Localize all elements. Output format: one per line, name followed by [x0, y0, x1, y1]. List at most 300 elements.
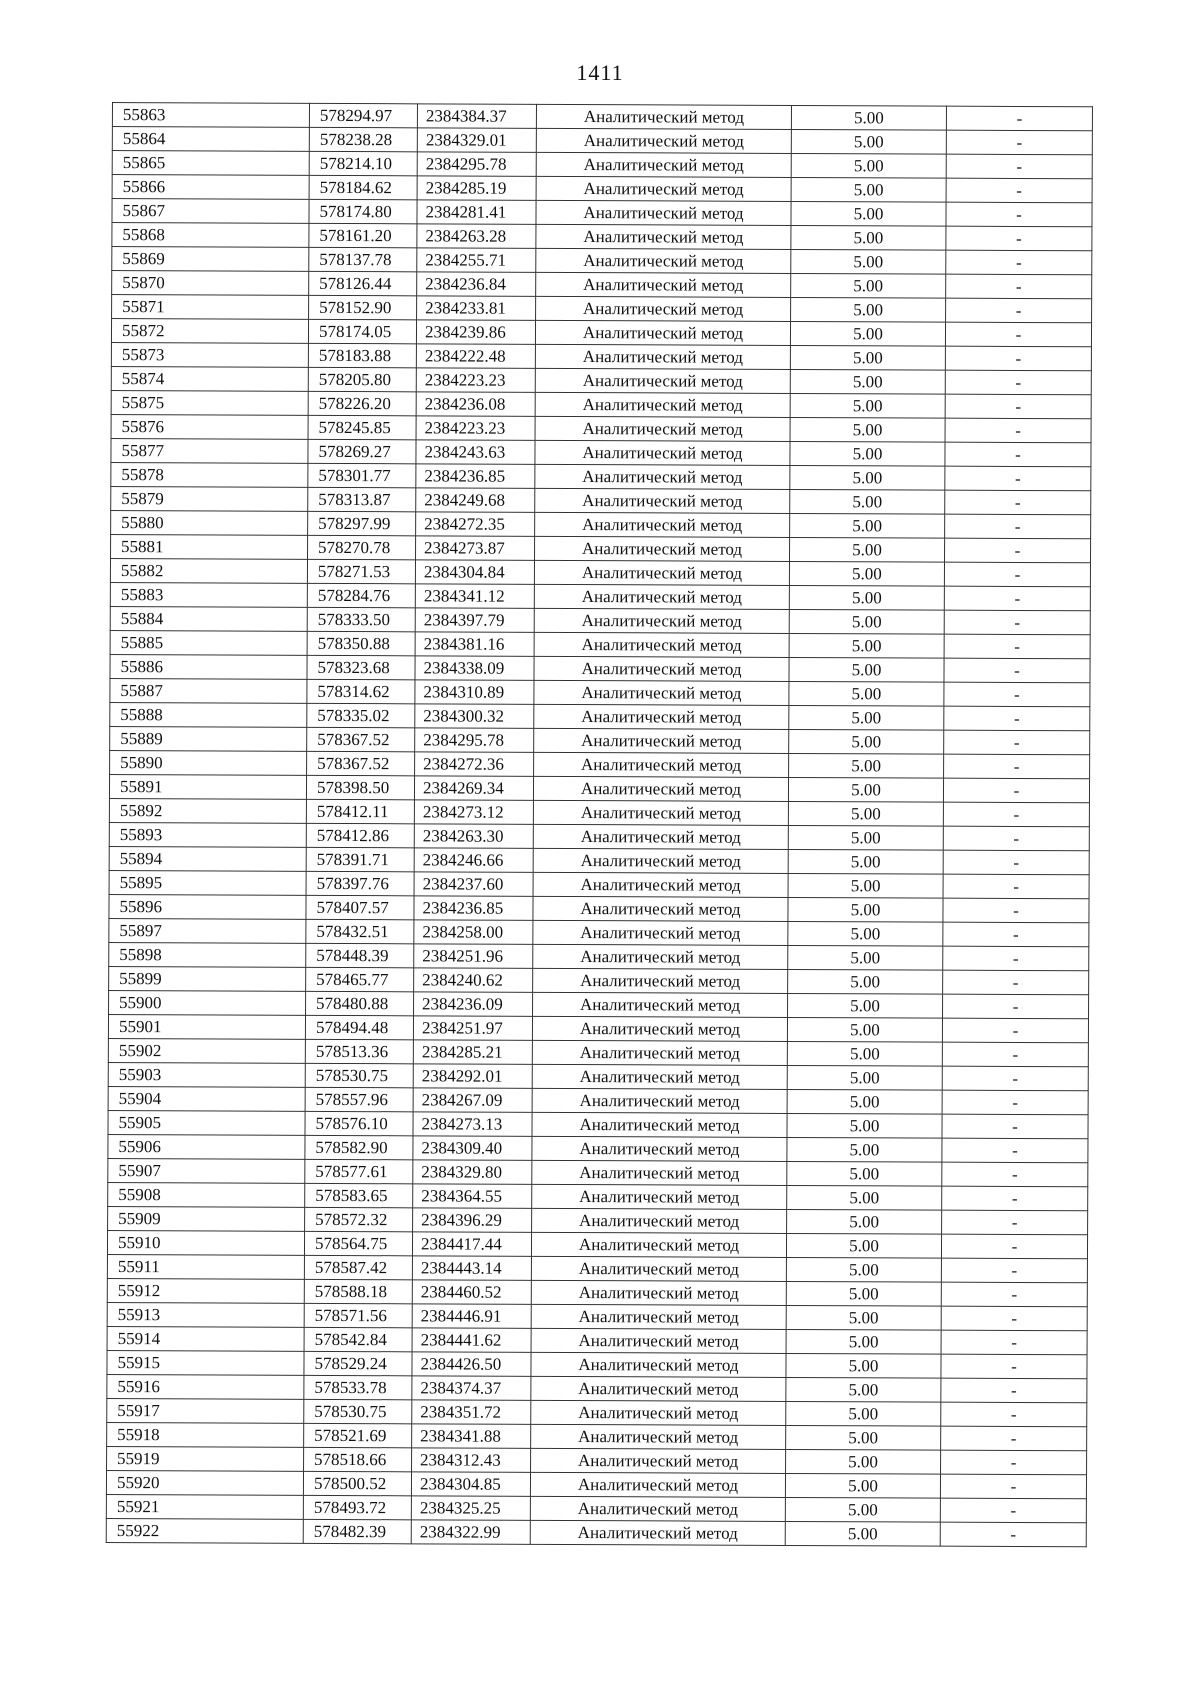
point-number-cell: 55918	[107, 1422, 304, 1447]
error-cell: 5.00	[791, 201, 946, 226]
point-number-cell: 55910	[107, 1230, 304, 1255]
y-coordinate-cell: 2384222.48	[416, 344, 535, 369]
x-coordinate-cell: 578238.28	[309, 127, 417, 151]
note-cell: -	[944, 586, 1090, 611]
x-coordinate-cell: 578407.57	[306, 895, 414, 919]
method-cell: Аналитический метод	[533, 896, 788, 921]
note-cell: -	[946, 226, 1092, 251]
y-coordinate-cell: 2384304.84	[415, 560, 534, 585]
point-number-cell: 55895	[109, 870, 306, 895]
note-cell: -	[941, 1258, 1087, 1283]
x-coordinate-cell: 578398.50	[306, 775, 414, 799]
y-coordinate-cell: 2384243.63	[416, 440, 535, 465]
point-number-cell: 55892	[109, 798, 306, 823]
method-cell: Аналитический метод	[536, 176, 791, 201]
note-cell: -	[941, 1378, 1087, 1403]
x-coordinate-cell: 578152.90	[309, 295, 417, 319]
error-cell: 5.00	[785, 1473, 940, 1498]
point-number-cell: 55875	[111, 390, 308, 415]
y-coordinate-cell: 2384281.41	[417, 200, 536, 225]
y-coordinate-cell: 2384258.00	[414, 920, 533, 945]
x-coordinate-cell: 578174.05	[308, 319, 416, 343]
note-cell: -	[943, 970, 1089, 995]
error-cell: 5.00	[791, 129, 946, 154]
point-number-cell: 55897	[109, 918, 306, 943]
coordinates-table	[106, 102, 1093, 1547]
point-number-cell: 55884	[110, 606, 307, 631]
error-cell: 5.00	[791, 153, 946, 178]
error-cell: 5.00	[788, 801, 943, 826]
error-cell: 5.00	[787, 1065, 942, 1090]
y-coordinate-cell: 2384441.62	[412, 1328, 531, 1353]
y-coordinate-cell: 2384263.30	[414, 824, 533, 849]
error-cell: 5.00	[789, 729, 944, 754]
y-coordinate-cell: 2384443.14	[412, 1256, 531, 1281]
y-coordinate-cell: 2384460.52	[412, 1280, 531, 1305]
error-cell: 5.00	[785, 1497, 940, 1522]
error-cell: 5.00	[788, 945, 943, 970]
method-cell: Аналитический метод	[532, 1064, 787, 1089]
point-number-cell: 55871	[112, 295, 309, 320]
point-number-cell: 55868	[112, 223, 309, 248]
note-cell: -	[942, 1138, 1088, 1163]
method-cell: Аналитический метод	[531, 1256, 786, 1281]
x-coordinate-cell: 578588.18	[304, 1279, 412, 1303]
y-coordinate-cell: 2384325.25	[411, 1496, 530, 1521]
method-cell: Аналитический метод	[535, 512, 790, 537]
method-cell: Аналитический метод	[534, 560, 789, 585]
y-coordinate-cell: 2384329.80	[413, 1160, 532, 1185]
y-coordinate-cell: 2384446.91	[412, 1304, 531, 1329]
error-cell: 5.00	[787, 1137, 942, 1162]
error-cell: 5.00	[788, 993, 943, 1018]
method-cell: Аналитический метод	[533, 800, 788, 825]
note-cell: -	[945, 394, 1091, 419]
x-coordinate-cell: 578333.50	[307, 607, 415, 631]
y-coordinate-cell: 2384309.40	[413, 1136, 532, 1161]
method-cell: Аналитический метод	[533, 848, 788, 873]
method-cell: Аналитический метод	[533, 824, 788, 849]
method-cell: Аналитический метод	[535, 344, 790, 369]
note-cell: -	[945, 466, 1091, 491]
x-coordinate-cell: 578557.96	[305, 1087, 413, 1111]
error-cell: 5.00	[791, 297, 946, 322]
y-coordinate-cell: 2384351.72	[412, 1400, 531, 1425]
x-coordinate-cell: 578391.71	[306, 847, 414, 871]
y-coordinate-cell: 2384292.01	[413, 1064, 532, 1089]
y-coordinate-cell: 2384236.08	[416, 392, 535, 417]
note-cell: -	[944, 610, 1090, 635]
note-cell: -	[944, 754, 1090, 779]
y-coordinate-cell: 2384310.89	[415, 680, 534, 705]
note-cell: -	[943, 946, 1089, 971]
error-cell: 5.00	[786, 1329, 941, 1354]
y-coordinate-cell: 2384285.21	[413, 1040, 532, 1065]
x-coordinate-cell: 578465.77	[306, 967, 414, 991]
x-coordinate-cell: 578174.80	[309, 199, 417, 223]
x-coordinate-cell: 578482.39	[303, 1519, 411, 1543]
point-number-cell: 55864	[112, 127, 309, 152]
note-cell: -	[941, 1354, 1087, 1379]
error-cell: 5.00	[790, 417, 945, 442]
y-coordinate-cell: 2384273.87	[416, 536, 535, 561]
error-cell: 5.00	[791, 225, 946, 250]
error-cell: 5.00	[786, 1233, 941, 1258]
method-cell: Аналитический метод	[533, 872, 788, 897]
x-coordinate-cell: 578571.56	[304, 1303, 412, 1327]
point-number-cell: 55907	[108, 1158, 305, 1183]
y-coordinate-cell: 2384236.85	[416, 464, 535, 489]
point-number-cell: 55905	[108, 1110, 305, 1135]
note-cell: -	[944, 682, 1090, 707]
note-cell: -	[942, 1186, 1088, 1211]
error-cell: 5.00	[789, 609, 944, 634]
y-coordinate-cell: 2384329.01	[417, 128, 536, 153]
note-cell: -	[945, 514, 1091, 539]
note-cell: -	[943, 898, 1089, 923]
x-coordinate-cell: 578500.52	[303, 1471, 411, 1495]
y-coordinate-cell: 2384251.96	[414, 944, 533, 969]
error-cell: 5.00	[787, 1113, 942, 1138]
point-number-cell: 55919	[107, 1446, 304, 1471]
note-cell: -	[944, 562, 1090, 587]
x-coordinate-cell: 578183.88	[308, 343, 416, 367]
note-cell: -	[946, 106, 1092, 131]
error-cell: 5.00	[790, 465, 945, 490]
point-number-cell: 55886	[110, 654, 307, 679]
method-cell: Аналитический метод	[536, 248, 791, 273]
point-number-cell: 55889	[110, 726, 307, 751]
error-cell: 5.00	[785, 1521, 940, 1546]
note-cell: -	[943, 874, 1089, 899]
method-cell: Аналитический метод	[535, 416, 790, 441]
method-cell: Аналитический метод	[531, 1328, 786, 1353]
error-cell: 5.00	[787, 1089, 942, 1114]
error-cell: 5.00	[786, 1281, 941, 1306]
method-cell: Аналитический метод	[535, 440, 790, 465]
note-cell: -	[946, 154, 1092, 179]
error-cell: 5.00	[789, 585, 944, 610]
y-coordinate-cell: 2384233.81	[417, 296, 536, 321]
note-cell: -	[945, 442, 1091, 467]
point-number-cell: 55922	[106, 1518, 303, 1543]
x-coordinate-cell: 578313.87	[308, 487, 416, 511]
y-coordinate-cell: 2384223.23	[416, 368, 535, 393]
y-coordinate-cell: 2384273.13	[413, 1112, 532, 1137]
x-coordinate-cell: 578226.20	[308, 391, 416, 415]
y-coordinate-cell: 2384240.62	[414, 968, 533, 993]
point-number-cell: 55914	[107, 1326, 304, 1351]
note-cell: -	[942, 1210, 1088, 1235]
error-cell: 5.00	[787, 1161, 942, 1186]
note-cell: -	[941, 1330, 1087, 1355]
y-coordinate-cell: 2384364.55	[413, 1184, 532, 1209]
x-coordinate-cell: 578137.78	[309, 247, 417, 271]
error-cell: 5.00	[788, 825, 943, 850]
error-cell: 5.00	[789, 681, 944, 706]
point-number-cell: 55898	[109, 942, 306, 967]
x-coordinate-cell: 578350.88	[307, 631, 415, 655]
point-number-cell: 55894	[109, 846, 306, 871]
x-coordinate-cell: 578521.69	[304, 1423, 412, 1447]
y-coordinate-cell: 2384263.28	[417, 224, 536, 249]
method-cell: Аналитический метод	[530, 1496, 785, 1521]
coordinates-table-body	[106, 103, 1092, 1547]
y-coordinate-cell: 2384239.86	[416, 320, 535, 345]
method-cell: Аналитический метод	[532, 1040, 787, 1065]
note-cell: -	[941, 1402, 1087, 1427]
error-cell: 5.00	[788, 897, 943, 922]
point-number-cell: 55913	[107, 1302, 304, 1327]
error-cell: 5.00	[787, 1041, 942, 1066]
point-number-cell: 55869	[112, 247, 309, 272]
error-cell: 5.00	[791, 105, 946, 130]
x-coordinate-cell: 578297.99	[308, 511, 416, 535]
x-coordinate-cell: 578214.10	[309, 151, 417, 175]
x-coordinate-cell: 578480.88	[306, 991, 414, 1015]
method-cell: Аналитический метод	[534, 680, 789, 705]
error-cell: 5.00	[790, 489, 945, 514]
point-number-cell: 55896	[109, 894, 306, 919]
method-cell: Аналитический метод	[535, 392, 790, 417]
method-cell: Аналитический метод	[531, 1376, 786, 1401]
error-cell: 5.00	[790, 369, 945, 394]
method-cell: Аналитический метод	[534, 584, 789, 609]
error-cell: 5.00	[789, 657, 944, 682]
note-cell: -	[941, 1234, 1087, 1259]
x-coordinate-cell: 578542.84	[304, 1327, 412, 1351]
method-cell: Аналитический метод	[534, 656, 789, 681]
x-coordinate-cell: 578582.90	[305, 1135, 413, 1159]
note-cell: -	[940, 1498, 1086, 1523]
error-cell: 5.00	[789, 753, 944, 778]
point-number-cell: 55885	[110, 630, 307, 655]
point-number-cell: 55881	[111, 534, 308, 559]
y-coordinate-cell: 2384396.29	[413, 1208, 532, 1233]
note-cell: -	[942, 1066, 1088, 1091]
x-coordinate-cell: 578572.32	[305, 1207, 413, 1231]
x-coordinate-cell: 578367.52	[307, 727, 415, 751]
method-cell: Аналитический метод	[531, 1304, 786, 1329]
method-cell: Аналитический метод	[531, 1448, 786, 1473]
x-coordinate-cell: 578530.75	[305, 1063, 413, 1087]
error-cell: 5.00	[790, 441, 945, 466]
x-coordinate-cell: 578533.78	[304, 1375, 412, 1399]
point-number-cell: 55870	[112, 271, 309, 296]
note-cell: -	[946, 298, 1092, 323]
x-coordinate-cell: 578412.11	[306, 799, 414, 823]
method-cell: Аналитический метод	[535, 320, 790, 345]
point-number-cell: 55891	[109, 774, 306, 799]
point-number-cell: 55880	[111, 510, 308, 535]
y-coordinate-cell: 2384426.50	[412, 1352, 531, 1377]
method-cell: Аналитический метод	[534, 632, 789, 657]
y-coordinate-cell: 2384341.12	[415, 584, 534, 609]
y-coordinate-cell: 2384322.99	[411, 1520, 530, 1545]
point-number-cell: 55899	[109, 966, 306, 991]
method-cell: Аналитический метод	[533, 920, 788, 945]
x-coordinate-cell: 578367.52	[307, 751, 415, 775]
note-cell: -	[942, 1162, 1088, 1187]
x-coordinate-cell: 578184.62	[309, 175, 417, 199]
table-row	[106, 1518, 1086, 1546]
y-coordinate-cell: 2384384.37	[417, 104, 536, 129]
method-cell: Аналитический метод	[533, 776, 788, 801]
note-cell: -	[941, 1306, 1087, 1331]
point-number-cell: 55877	[111, 438, 308, 463]
point-number-cell: 55909	[108, 1206, 305, 1231]
method-cell: Аналитический метод	[531, 1280, 786, 1305]
x-coordinate-cell: 578271.53	[307, 559, 415, 583]
x-coordinate-cell: 578126.44	[309, 271, 417, 295]
error-cell: 5.00	[788, 969, 943, 994]
x-coordinate-cell: 578301.77	[308, 463, 416, 487]
y-coordinate-cell: 2384236.85	[414, 896, 533, 921]
point-number-cell: 55901	[108, 1014, 305, 1039]
y-coordinate-cell: 2384272.35	[416, 512, 535, 537]
method-cell: Аналитический метод	[530, 1520, 785, 1545]
note-cell: -	[944, 634, 1090, 659]
note-cell: -	[945, 346, 1091, 371]
note-cell: -	[944, 658, 1090, 683]
error-cell: 5.00	[787, 1185, 942, 1210]
note-cell: -	[946, 274, 1092, 299]
error-cell: 5.00	[790, 537, 945, 562]
method-cell: Аналитический метод	[533, 992, 788, 1017]
y-coordinate-cell: 2384236.09	[414, 992, 533, 1017]
note-cell: -	[942, 1042, 1088, 1067]
y-coordinate-cell: 2384397.79	[415, 608, 534, 633]
error-cell: 5.00	[788, 849, 943, 874]
x-coordinate-cell: 578323.68	[307, 655, 415, 679]
y-coordinate-cell: 2384295.78	[415, 728, 534, 753]
method-cell: Аналитический метод	[532, 1016, 787, 1041]
point-number-cell: 55902	[108, 1038, 305, 1063]
method-cell: Аналитический метод	[535, 488, 790, 513]
error-cell: 5.00	[786, 1353, 941, 1378]
note-cell: -	[941, 1426, 1087, 1451]
note-cell: -	[945, 370, 1091, 395]
method-cell: Аналитический метод	[532, 1136, 787, 1161]
point-number-cell: 55904	[108, 1086, 305, 1111]
x-coordinate-cell: 578270.78	[308, 535, 416, 559]
y-coordinate-cell: 2384246.66	[414, 848, 533, 873]
error-cell: 5.00	[786, 1377, 941, 1402]
note-cell: -	[942, 1114, 1088, 1139]
method-cell: Аналитический метод	[534, 704, 789, 729]
x-coordinate-cell: 578412.86	[306, 823, 414, 847]
x-coordinate-cell: 578448.39	[306, 943, 414, 967]
x-coordinate-cell: 578494.48	[305, 1015, 413, 1039]
y-coordinate-cell: 2384272.36	[415, 752, 534, 777]
note-cell: -	[946, 130, 1092, 155]
point-number-cell: 55906	[108, 1134, 305, 1159]
method-cell: Аналитический метод	[535, 368, 790, 393]
point-number-cell: 55865	[112, 151, 309, 176]
note-cell: -	[943, 826, 1089, 851]
note-cell: -	[946, 202, 1092, 227]
x-coordinate-cell: 578587.42	[304, 1255, 412, 1279]
method-cell: Аналитический метод	[536, 104, 791, 129]
x-coordinate-cell: 578529.24	[304, 1351, 412, 1375]
y-coordinate-cell: 2384312.43	[412, 1448, 531, 1473]
y-coordinate-cell: 2384304.85	[411, 1472, 530, 1497]
error-cell: 5.00	[788, 873, 943, 898]
y-coordinate-cell: 2384381.16	[415, 632, 534, 657]
point-number-cell: 55873	[111, 342, 308, 367]
x-coordinate-cell: 578513.36	[305, 1039, 413, 1063]
note-cell: -	[945, 538, 1091, 563]
method-cell: Аналитический метод	[533, 944, 788, 969]
point-number-cell: 55921	[106, 1494, 303, 1519]
note-cell: -	[941, 1450, 1087, 1475]
y-coordinate-cell: 2384236.84	[417, 272, 536, 297]
point-number-cell: 55882	[110, 558, 307, 583]
method-cell: Аналитический метод	[536, 152, 791, 177]
point-number-cell: 55872	[111, 319, 308, 344]
y-coordinate-cell: 2384255.71	[417, 248, 536, 273]
method-cell: Аналитический метод	[535, 464, 790, 489]
error-cell: 5.00	[791, 249, 946, 274]
y-coordinate-cell: 2384269.34	[414, 776, 533, 801]
y-coordinate-cell: 2384267.09	[413, 1088, 532, 1113]
note-cell: -	[942, 1090, 1088, 1115]
y-coordinate-cell: 2384273.12	[414, 800, 533, 825]
point-number-cell: 55912	[107, 1278, 304, 1303]
page-number: 1411	[576, 60, 624, 85]
y-coordinate-cell: 2384341.88	[412, 1424, 531, 1449]
error-cell: 5.00	[791, 177, 946, 202]
method-cell: Аналитический метод	[532, 1160, 787, 1185]
x-coordinate-cell: 578397.76	[306, 871, 414, 895]
error-cell: 5.00	[788, 777, 943, 802]
method-cell: Аналитический метод	[532, 1112, 787, 1137]
x-coordinate-cell: 578432.51	[306, 919, 414, 943]
point-number-cell: 55863	[112, 103, 309, 128]
note-cell: -	[943, 994, 1089, 1019]
x-coordinate-cell: 578576.10	[305, 1111, 413, 1135]
note-cell: -	[945, 322, 1091, 347]
x-coordinate-cell: 578269.27	[308, 439, 416, 463]
error-cell: 5.00	[788, 921, 943, 946]
x-coordinate-cell: 578294.97	[309, 103, 417, 127]
method-cell: Аналитический метод	[535, 536, 790, 561]
y-coordinate-cell: 2384237.60	[414, 872, 533, 897]
note-cell: -	[943, 850, 1089, 875]
method-cell: Аналитический метод	[534, 752, 789, 777]
note-cell: -	[946, 178, 1092, 203]
point-number-cell: 55874	[111, 366, 308, 391]
point-number-cell: 55883	[110, 582, 307, 607]
method-cell: Аналитический метод	[531, 1400, 786, 1425]
y-coordinate-cell: 2384251.97	[413, 1016, 532, 1041]
note-cell: -	[942, 1018, 1088, 1043]
note-cell: -	[940, 1474, 1086, 1499]
method-cell: Аналитический метод	[532, 1184, 787, 1209]
point-number-cell: 55900	[109, 990, 306, 1015]
x-coordinate-cell: 578161.20	[309, 223, 417, 247]
x-coordinate-cell: 578245.85	[308, 415, 416, 439]
error-cell: 5.00	[786, 1425, 941, 1450]
note-cell: -	[944, 730, 1090, 755]
note-cell: -	[946, 250, 1092, 275]
method-cell: Аналитический метод	[532, 1208, 787, 1233]
note-cell: -	[943, 802, 1089, 827]
point-number-cell: 55893	[109, 822, 306, 847]
error-cell: 5.00	[790, 345, 945, 370]
y-coordinate-cell: 2384374.37	[412, 1376, 531, 1401]
point-number-cell: 55916	[107, 1374, 304, 1399]
